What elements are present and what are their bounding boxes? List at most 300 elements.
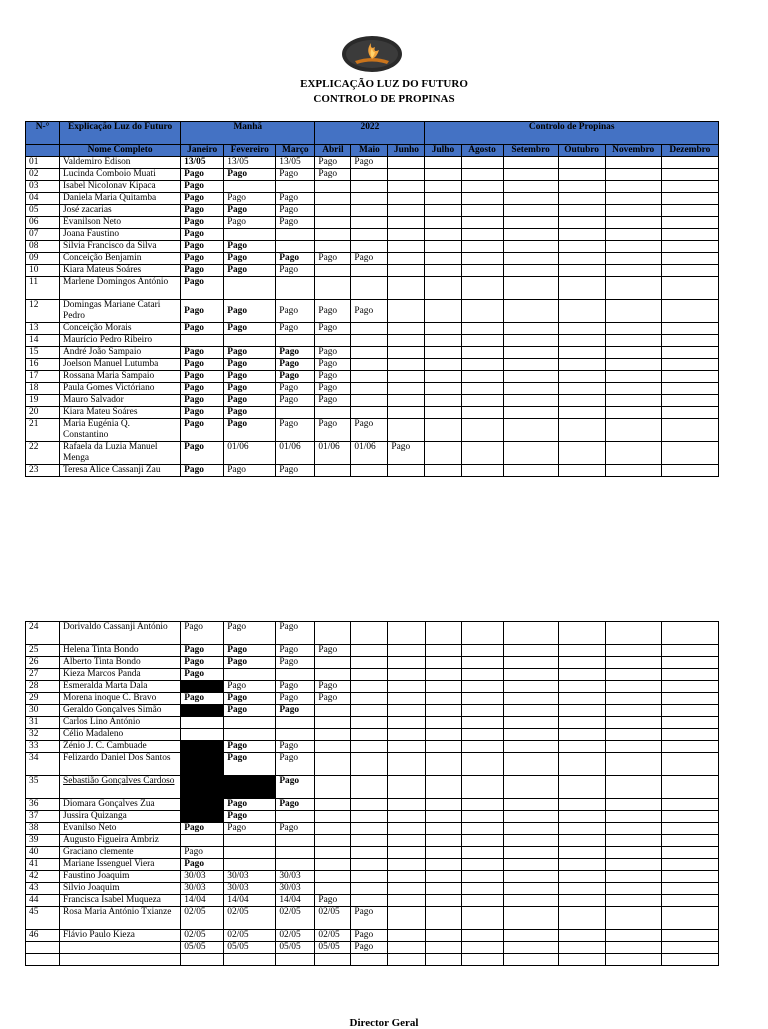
payment-cell xyxy=(605,753,661,776)
payment-cell xyxy=(558,465,605,477)
payment-cell xyxy=(605,811,661,823)
payment-cell xyxy=(661,895,718,907)
payment-cell xyxy=(558,954,605,966)
payment-cell xyxy=(558,335,605,347)
payment-cell xyxy=(605,323,661,335)
row-number: 02 xyxy=(26,169,60,181)
payment-cell xyxy=(461,705,503,717)
payment-cell: Pago xyxy=(224,741,276,753)
payment-cell xyxy=(558,217,605,229)
payment-cell xyxy=(605,419,661,442)
payment-cell: 14/04 xyxy=(181,895,224,907)
payment-cell xyxy=(351,847,388,859)
payment-cell: Pago xyxy=(181,622,224,645)
payment-cell xyxy=(351,193,388,205)
student-name: Evanilso Neto xyxy=(60,823,181,835)
payment-cell xyxy=(605,442,661,465)
payment-cell: Pago xyxy=(181,419,224,442)
payment-cell xyxy=(605,799,661,811)
payment-cell: Pago xyxy=(224,205,276,217)
payment-cell: 13/05 xyxy=(181,157,224,169)
table-row xyxy=(26,622,719,645)
table-row xyxy=(26,847,719,859)
payment-cell: Pago xyxy=(276,265,315,277)
row-number: 06 xyxy=(26,217,60,229)
payment-cell xyxy=(558,705,605,717)
payment-cell: Pago xyxy=(276,681,315,693)
payment-cell: Pago xyxy=(224,253,276,265)
payment-cell: Pago xyxy=(181,693,224,705)
payment-cell xyxy=(425,645,461,657)
row-number: 46 xyxy=(26,930,60,942)
payment-cell xyxy=(461,407,503,419)
payment-cell xyxy=(503,205,558,217)
student-name: Maurício Pedro Ribeiro xyxy=(60,335,181,347)
payment-cell xyxy=(388,217,425,229)
payment-cell xyxy=(388,253,425,265)
payment-cell xyxy=(605,169,661,181)
row-number: 28 xyxy=(26,681,60,693)
payment-cell xyxy=(351,871,388,883)
payment-cell xyxy=(558,859,605,871)
payment-cell xyxy=(388,883,425,895)
payment-cell xyxy=(388,942,425,954)
payment-cell xyxy=(661,347,718,359)
table-row xyxy=(26,693,719,705)
payment-cell xyxy=(661,693,718,705)
payment-cell xyxy=(558,323,605,335)
payment-cell xyxy=(388,383,425,395)
payment-cell xyxy=(558,835,605,847)
payment-cell xyxy=(276,407,315,419)
header-month: Março xyxy=(276,145,315,157)
row-number: 35 xyxy=(26,776,60,799)
payment-cell xyxy=(661,205,718,217)
payment-cell xyxy=(605,954,661,966)
payment-cell: 05/05 xyxy=(181,942,224,954)
payment-cell xyxy=(503,729,558,741)
header-month: Setembro xyxy=(503,145,558,157)
payment-cell: Pago xyxy=(181,395,224,407)
payment-cell: Pago xyxy=(276,300,315,323)
payment-cell: Pago xyxy=(351,157,388,169)
payment-cell: 02/05 xyxy=(224,930,276,942)
payment-cell xyxy=(461,300,503,323)
payment-cell: 02/05 xyxy=(315,930,351,942)
payment-cell xyxy=(351,705,388,717)
table-row xyxy=(26,465,719,477)
student-name: Paula Gomes Victóriano xyxy=(60,383,181,395)
student-name: Jussira Quizanga xyxy=(60,811,181,823)
payment-cell: Pago xyxy=(224,693,276,705)
payment-cell: Pago xyxy=(315,169,351,181)
payment-cell xyxy=(351,895,388,907)
payment-cell xyxy=(605,229,661,241)
payment-cell xyxy=(558,895,605,907)
payment-cell xyxy=(351,265,388,277)
payment-cell xyxy=(605,681,661,693)
payment-cell xyxy=(315,799,351,811)
payment-cell xyxy=(605,776,661,799)
payment-cell xyxy=(605,300,661,323)
payment-cell xyxy=(224,277,276,300)
payment-cell xyxy=(351,954,388,966)
table-row xyxy=(26,217,719,229)
payment-cell xyxy=(503,859,558,871)
payment-cell: Pago xyxy=(224,622,276,645)
payment-cell xyxy=(503,157,558,169)
payment-cell xyxy=(425,622,461,645)
payment-cell xyxy=(388,741,425,753)
row-number: 09 xyxy=(26,253,60,265)
payment-cell xyxy=(661,395,718,407)
payment-cell xyxy=(503,181,558,193)
payment-cell: Pago xyxy=(315,693,351,705)
row-number: 29 xyxy=(26,693,60,705)
payment-cell xyxy=(558,907,605,930)
payment-cell xyxy=(503,419,558,442)
payment-cell xyxy=(388,717,425,729)
payment-cell xyxy=(605,217,661,229)
payment-cell: 30/03 xyxy=(276,883,315,895)
payment-cell xyxy=(351,776,388,799)
payment-cell xyxy=(461,954,503,966)
payment-cell xyxy=(425,942,461,954)
header-empty xyxy=(26,145,60,157)
payment-cell xyxy=(661,883,718,895)
payment-cell xyxy=(388,895,425,907)
row-number: 18 xyxy=(26,383,60,395)
student-name: Maria Eugénia Q. Constantino xyxy=(60,419,181,442)
row-number: 31 xyxy=(26,717,60,729)
payment-cell xyxy=(425,465,461,477)
payment-cell xyxy=(558,799,605,811)
payment-cell: 30/03 xyxy=(224,883,276,895)
payment-cell: Pago xyxy=(181,241,224,253)
payment-cell xyxy=(661,753,718,776)
payment-cell xyxy=(351,205,388,217)
payment-cell xyxy=(224,835,276,847)
payment-cell: Pago xyxy=(351,942,388,954)
student-name: Evanilson Neto xyxy=(60,217,181,229)
payment-cell xyxy=(661,253,718,265)
header-month: Junho xyxy=(388,145,425,157)
row-number: 17 xyxy=(26,371,60,383)
payment-cell xyxy=(425,323,461,335)
payment-cell xyxy=(558,395,605,407)
payment-cell xyxy=(425,359,461,371)
payment-cell xyxy=(558,229,605,241)
payment-cell xyxy=(558,776,605,799)
payment-cell xyxy=(351,645,388,657)
student-name: Célio Madaleno xyxy=(60,729,181,741)
payment-cell xyxy=(558,942,605,954)
payment-cell xyxy=(425,717,461,729)
header-month: Fevereiro xyxy=(224,145,276,157)
payment-cell xyxy=(461,741,503,753)
payment-cell xyxy=(461,847,503,859)
payment-cell xyxy=(224,776,276,799)
table-row xyxy=(26,265,719,277)
payment-cell: Pago xyxy=(315,347,351,359)
student-name: Marlene Domingos António xyxy=(60,277,181,300)
payment-cell xyxy=(388,681,425,693)
header-month: Julho xyxy=(425,145,461,157)
payment-cell xyxy=(351,883,388,895)
payment-cell xyxy=(503,253,558,265)
payment-cell xyxy=(558,883,605,895)
payment-cell xyxy=(661,193,718,205)
payment-cell xyxy=(558,253,605,265)
payment-cell xyxy=(461,181,503,193)
payment-cell xyxy=(503,883,558,895)
student-name: Alberto Tinta Bondo xyxy=(60,657,181,669)
payment-cell: Pago xyxy=(224,823,276,835)
payment-cell xyxy=(425,729,461,741)
table-row xyxy=(26,729,719,741)
payment-cell: Pago xyxy=(276,705,315,717)
table-row xyxy=(26,300,719,323)
payment-cell: 14/04 xyxy=(224,895,276,907)
payment-cell xyxy=(661,277,718,300)
payment-cell xyxy=(461,729,503,741)
payment-cell: Pago xyxy=(181,371,224,383)
payment-cell xyxy=(661,717,718,729)
payment-cell xyxy=(461,669,503,681)
payment-cell xyxy=(351,465,388,477)
payment-cell xyxy=(276,669,315,681)
payment-cell xyxy=(351,835,388,847)
payment-cell xyxy=(315,859,351,871)
payment-cell xyxy=(276,717,315,729)
payment-cell xyxy=(315,776,351,799)
student-name: Rossana Maria Sampaio xyxy=(60,371,181,383)
payment-cell xyxy=(425,776,461,799)
row-number: 08 xyxy=(26,241,60,253)
payment-cell: Pago xyxy=(181,442,224,465)
payment-cell xyxy=(351,823,388,835)
payment-cell xyxy=(558,930,605,942)
payment-cell: Pago xyxy=(181,465,224,477)
payment-cell xyxy=(558,169,605,181)
payment-cell xyxy=(503,907,558,930)
row-number: 10 xyxy=(26,265,60,277)
payment-cell xyxy=(661,359,718,371)
payment-cell xyxy=(503,169,558,181)
payment-cell xyxy=(461,753,503,776)
header-month: Maio xyxy=(351,145,388,157)
student-name: Joana Faustino xyxy=(60,229,181,241)
payment-cell xyxy=(558,657,605,669)
payment-cell xyxy=(605,823,661,835)
payment-cell: Pago xyxy=(351,253,388,265)
row-number: 39 xyxy=(26,835,60,847)
payment-cell xyxy=(425,954,461,966)
table-row xyxy=(26,907,719,930)
payment-cell: Pago xyxy=(181,645,224,657)
payment-cell xyxy=(461,241,503,253)
payment-cell xyxy=(315,717,351,729)
row-number: 25 xyxy=(26,645,60,657)
payment-cell xyxy=(351,693,388,705)
payment-cell xyxy=(605,835,661,847)
table-row xyxy=(26,823,719,835)
payment-cell xyxy=(315,181,351,193)
payment-cell xyxy=(661,419,718,442)
payment-cell xyxy=(503,407,558,419)
table-row xyxy=(26,169,719,181)
payment-cell xyxy=(351,811,388,823)
student-name: José zacarias xyxy=(60,205,181,217)
payment-cell xyxy=(276,241,315,253)
payment-cell: Pago xyxy=(181,847,224,859)
header-name: Nome Completo xyxy=(60,145,181,157)
payment-cell xyxy=(605,359,661,371)
payment-cell: Pago xyxy=(181,205,224,217)
header-month: Abril xyxy=(315,145,351,157)
student-name: Francisca Isabel Muqueza xyxy=(60,895,181,907)
payment-cell xyxy=(315,205,351,217)
table-row xyxy=(26,954,719,966)
payment-cell: Pago xyxy=(315,371,351,383)
payment-cell xyxy=(351,229,388,241)
payment-cell: 02/05 xyxy=(315,907,351,930)
payment-cell xyxy=(503,229,558,241)
payment-cell xyxy=(558,753,605,776)
payment-cell xyxy=(558,419,605,442)
student-name: Rosa Maria António Txianze xyxy=(60,907,181,930)
payment-cell: Pago xyxy=(276,359,315,371)
payment-cell xyxy=(181,729,224,741)
payment-cell xyxy=(461,335,503,347)
table-row xyxy=(26,811,719,823)
student-name: Kiara Mateu Soáres xyxy=(60,407,181,419)
payment-cell xyxy=(425,300,461,323)
payment-cell xyxy=(425,277,461,300)
payment-cell: Pago xyxy=(276,217,315,229)
payment-cell xyxy=(315,729,351,741)
payment-cell xyxy=(315,871,351,883)
payment-cell xyxy=(661,335,718,347)
payment-cell xyxy=(661,371,718,383)
payment-cell xyxy=(558,847,605,859)
table-row xyxy=(26,323,719,335)
payment-cell: 02/05 xyxy=(181,907,224,930)
payment-cell: Pago xyxy=(276,465,315,477)
payment-cell xyxy=(558,811,605,823)
student-name: Conceição Morais xyxy=(60,323,181,335)
payment-cell xyxy=(503,847,558,859)
header-month: Dezembro xyxy=(661,145,718,157)
payment-cell xyxy=(425,157,461,169)
payment-cell xyxy=(605,193,661,205)
row-number: 41 xyxy=(26,859,60,871)
payment-cell xyxy=(276,277,315,300)
payment-cell: Pago xyxy=(276,169,315,181)
row-number: 32 xyxy=(26,729,60,741)
payment-cell: Pago xyxy=(181,823,224,835)
row-number: 38 xyxy=(26,823,60,835)
table-row xyxy=(26,859,719,871)
payment-cell xyxy=(558,407,605,419)
payment-cell: Pago xyxy=(224,323,276,335)
payment-cell xyxy=(461,717,503,729)
book-flame-logo-icon xyxy=(341,35,403,73)
payment-cell xyxy=(315,811,351,823)
payment-cell xyxy=(605,729,661,741)
payment-cell: 05/05 xyxy=(224,942,276,954)
student-name: Isabel Nicolonav Kipaca xyxy=(60,181,181,193)
row-number: 15 xyxy=(26,347,60,359)
student-name: Felizardo Daniel Dos Santos xyxy=(60,753,181,776)
payment-cell: 02/05 xyxy=(276,930,315,942)
payment-cell xyxy=(461,859,503,871)
table-row xyxy=(26,645,719,657)
student-name: Carlos Lino António xyxy=(60,717,181,729)
payment-cell xyxy=(503,681,558,693)
payment-cell: 02/05 xyxy=(276,907,315,930)
payment-cell xyxy=(425,265,461,277)
row-number: 14 xyxy=(26,335,60,347)
payment-cell xyxy=(558,669,605,681)
payment-cell xyxy=(503,359,558,371)
payment-cell xyxy=(661,847,718,859)
payment-cell: 30/03 xyxy=(181,883,224,895)
payment-cell xyxy=(425,753,461,776)
payment-cell xyxy=(558,193,605,205)
header-shift: Manhã xyxy=(181,122,315,145)
payment-cell xyxy=(503,823,558,835)
payment-cell xyxy=(558,717,605,729)
student-name: Sebastião Gonçalves Cardoso xyxy=(60,776,181,799)
table-row xyxy=(26,942,719,954)
fees-table-page-1 xyxy=(25,121,719,477)
student-name: Daniela Maria Quitamba xyxy=(60,193,181,205)
payment-cell xyxy=(388,799,425,811)
table-row xyxy=(26,442,719,465)
table-row xyxy=(26,883,719,895)
payment-cell xyxy=(351,717,388,729)
payment-cell xyxy=(315,277,351,300)
payment-cell xyxy=(224,229,276,241)
payment-cell xyxy=(503,753,558,776)
student-name: Diomara Gonçalves Zua xyxy=(60,799,181,811)
student-name: Zénio J. C. Cambuade xyxy=(60,741,181,753)
payment-cell xyxy=(661,229,718,241)
payment-cell xyxy=(558,277,605,300)
payment-cell: Pago xyxy=(351,907,388,930)
payment-cell xyxy=(661,942,718,954)
payment-cell xyxy=(461,229,503,241)
payment-cell xyxy=(558,871,605,883)
payment-cell xyxy=(503,657,558,669)
payment-cell xyxy=(605,657,661,669)
payment-cell xyxy=(315,217,351,229)
payment-cell xyxy=(503,942,558,954)
payment-cell xyxy=(181,835,224,847)
payment-cell: Pago xyxy=(224,347,276,359)
payment-cell xyxy=(558,371,605,383)
payment-cell xyxy=(425,335,461,347)
payment-cell xyxy=(461,383,503,395)
payment-cell: 01/06 xyxy=(276,442,315,465)
payment-cell: Pago xyxy=(224,407,276,419)
row-number: 16 xyxy=(26,359,60,371)
payment-cell xyxy=(503,835,558,847)
payment-cell xyxy=(425,669,461,681)
payment-cell: Pago xyxy=(388,442,425,465)
payment-cell: Pago xyxy=(351,930,388,942)
